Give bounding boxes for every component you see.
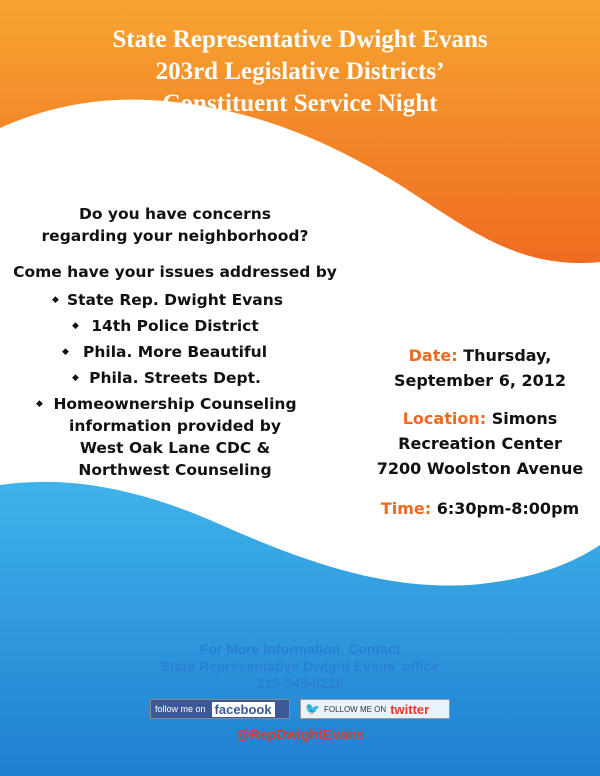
service-list — [0, 287, 350, 481]
event-location — [370, 406, 590, 481]
twitter-button[interactable] — [300, 699, 450, 719]
concerns-question — [0, 203, 350, 247]
facebook-button[interactable] — [150, 699, 290, 719]
location-name: Simons — [491, 409, 558, 428]
list-item: ◆ Phila. Streets Dept. — [0, 365, 350, 391]
twitter-follow-text: FOLLOW ME ON — [323, 704, 387, 714]
event-date — [370, 343, 590, 393]
date-weekday: Thursday, — [463, 346, 552, 365]
event-time — [370, 496, 590, 521]
title-line: 203rd Legislative Districts’ — [155, 58, 445, 85]
date-value: September 6, 2012 — [393, 371, 567, 390]
diamond-bullet-icon: ◆ — [62, 347, 69, 357]
title-line: Constituent Service Night — [162, 90, 438, 117]
facebook-follow-text: follow me on — [155, 704, 206, 714]
title-line: State Representative Dwight Evans — [112, 26, 488, 53]
date-label: Date: — [408, 346, 458, 365]
time-value: 6:30pm-8:00pm — [436, 499, 580, 518]
twitter-bird-icon: 🐦 — [305, 702, 320, 716]
list-item: ◆ State Rep. Dwight Evans — [0, 287, 350, 313]
concerns-line: Do you have concerns — [78, 205, 272, 223]
diamond-bullet-icon: ◆ — [52, 295, 59, 305]
contact-info — [0, 641, 600, 692]
twitter-handle[interactable]: @RepDwightEvans — [235, 726, 364, 742]
location-venue: Recreation Center — [398, 434, 562, 453]
diamond-bullet-icon: ◆ — [72, 321, 79, 331]
contact-heading: For More Information, Contact — [199, 641, 401, 657]
location-address: 7200 Woolston Avenue — [376, 459, 584, 478]
twitter-logo-text: twitter — [390, 701, 430, 717]
time-label: Time: — [380, 499, 432, 518]
diamond-bullet-icon: ◆ — [36, 399, 43, 409]
location-label: Location: — [402, 409, 487, 428]
contact-office: State Representative Dwight Evans’ office — [160, 658, 440, 674]
concerns-line: regarding your neighborhood? — [41, 227, 309, 245]
flyer-title — [0, 24, 600, 120]
list-item: ◆ 14th Police District — [0, 313, 350, 339]
social-buttons — [0, 699, 600, 719]
list-item: ◆ Homeownership Counseling information provided by West Oak Lane CDC & Northwest Counseling — [0, 393, 350, 481]
facebook-logo-text: facebook — [212, 702, 275, 717]
list-item: ◆ Phila. More Beautiful — [0, 339, 350, 365]
come-invitation: Come have your issues addressed by — [13, 263, 337, 281]
contact-phone[interactable]: 215-549-0220 — [256, 675, 344, 691]
diamond-bullet-icon: ◆ — [72, 373, 79, 383]
issues-section — [0, 203, 350, 481]
